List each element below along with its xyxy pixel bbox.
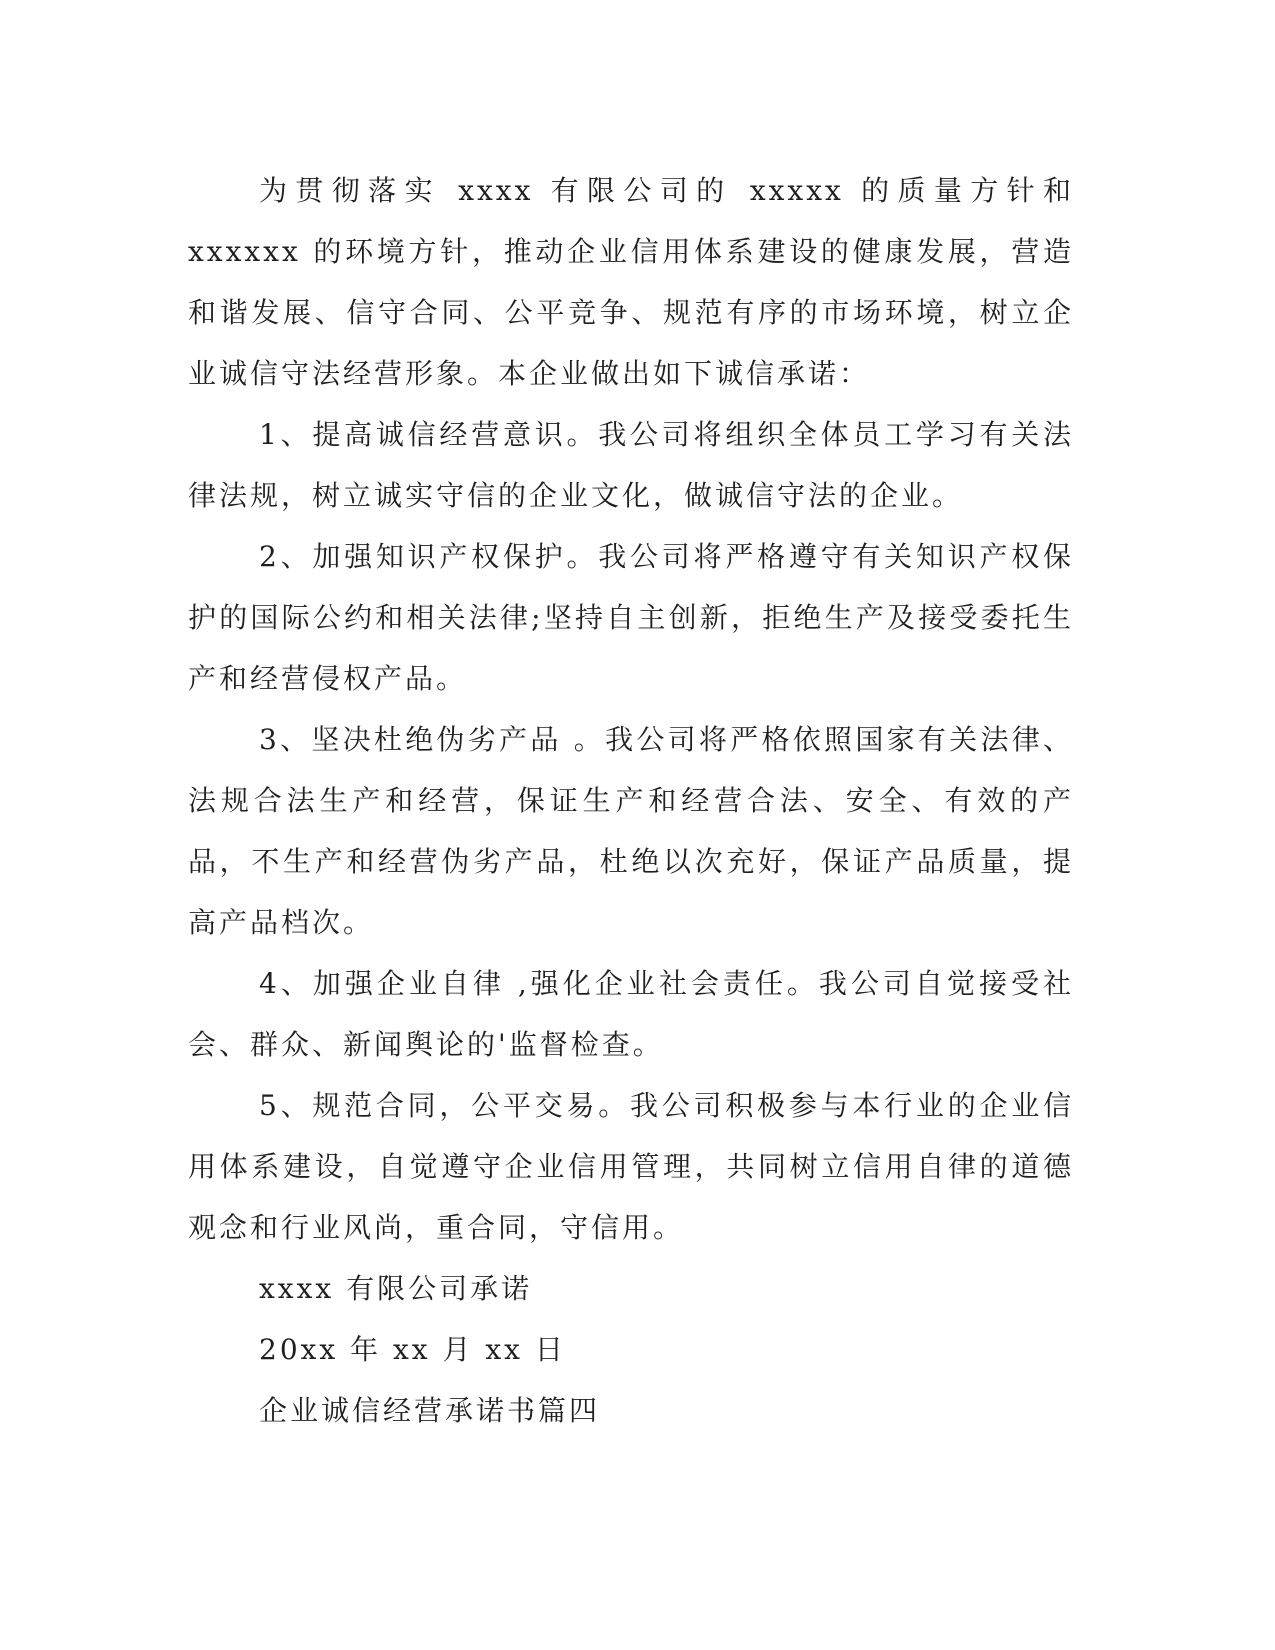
commitment-item-3: 3、坚决杜绝伪劣产品 。我公司将严格依照国家有关法律、法规合法生产和经营，保证生产和经营合法、安全、有效的产品，不生产和经营伪劣产品，杜绝以次充好，保证产品质量，提高产品档次。 [188, 723, 1074, 939]
commitment-item-2: 2、加强知识产权保护。我公司将严格遵守有关知识产权保护的国际公约和相关法律;坚持自主创新，拒绝生产及接受委托生产和经营侵权产品。 [188, 540, 1074, 695]
commitment-item-4: 4、加强企业自律 ,强化企业社会责任。我公司自觉接受社会、群众、新闻舆论的'监督检查。 [188, 967, 1074, 1061]
signature-line: xxxx 有限公司承诺 [259, 1272, 533, 1305]
commitment-item-5: 5、规范合同，公平交易。我公司积极参与本行业的企业信用体系建设，自觉遵守企业信用管理，共同树立信用自律的道德观念和行业风尚，重合同，守信用。 [188, 1089, 1074, 1244]
date-line: 20xx 年 xx 月 xx 日 [259, 1333, 566, 1366]
next-section-heading: 企业诚信经营承诺书篇四 [259, 1394, 601, 1427]
commitment-item-1: 1、提高诚信经营意识。我公司将组织全体员工学习有关法律法规，树立诚实守信的企业文化，做诚信守法的企业。 [188, 418, 1074, 512]
intro-paragraph: 为贯彻落实 xxxx 有限公司的 xxxxx 的质量方针和 xxxxxx 的环境方针，推动企业信用体系建设的健康发展，营造和谐发展、信守合同、公平竞争、规范有序的市场环境，树立企业诚信守法经营形象。本企业做出如下诚信承诺： [188, 174, 1074, 390]
document-body [188, 160, 1074, 1441]
